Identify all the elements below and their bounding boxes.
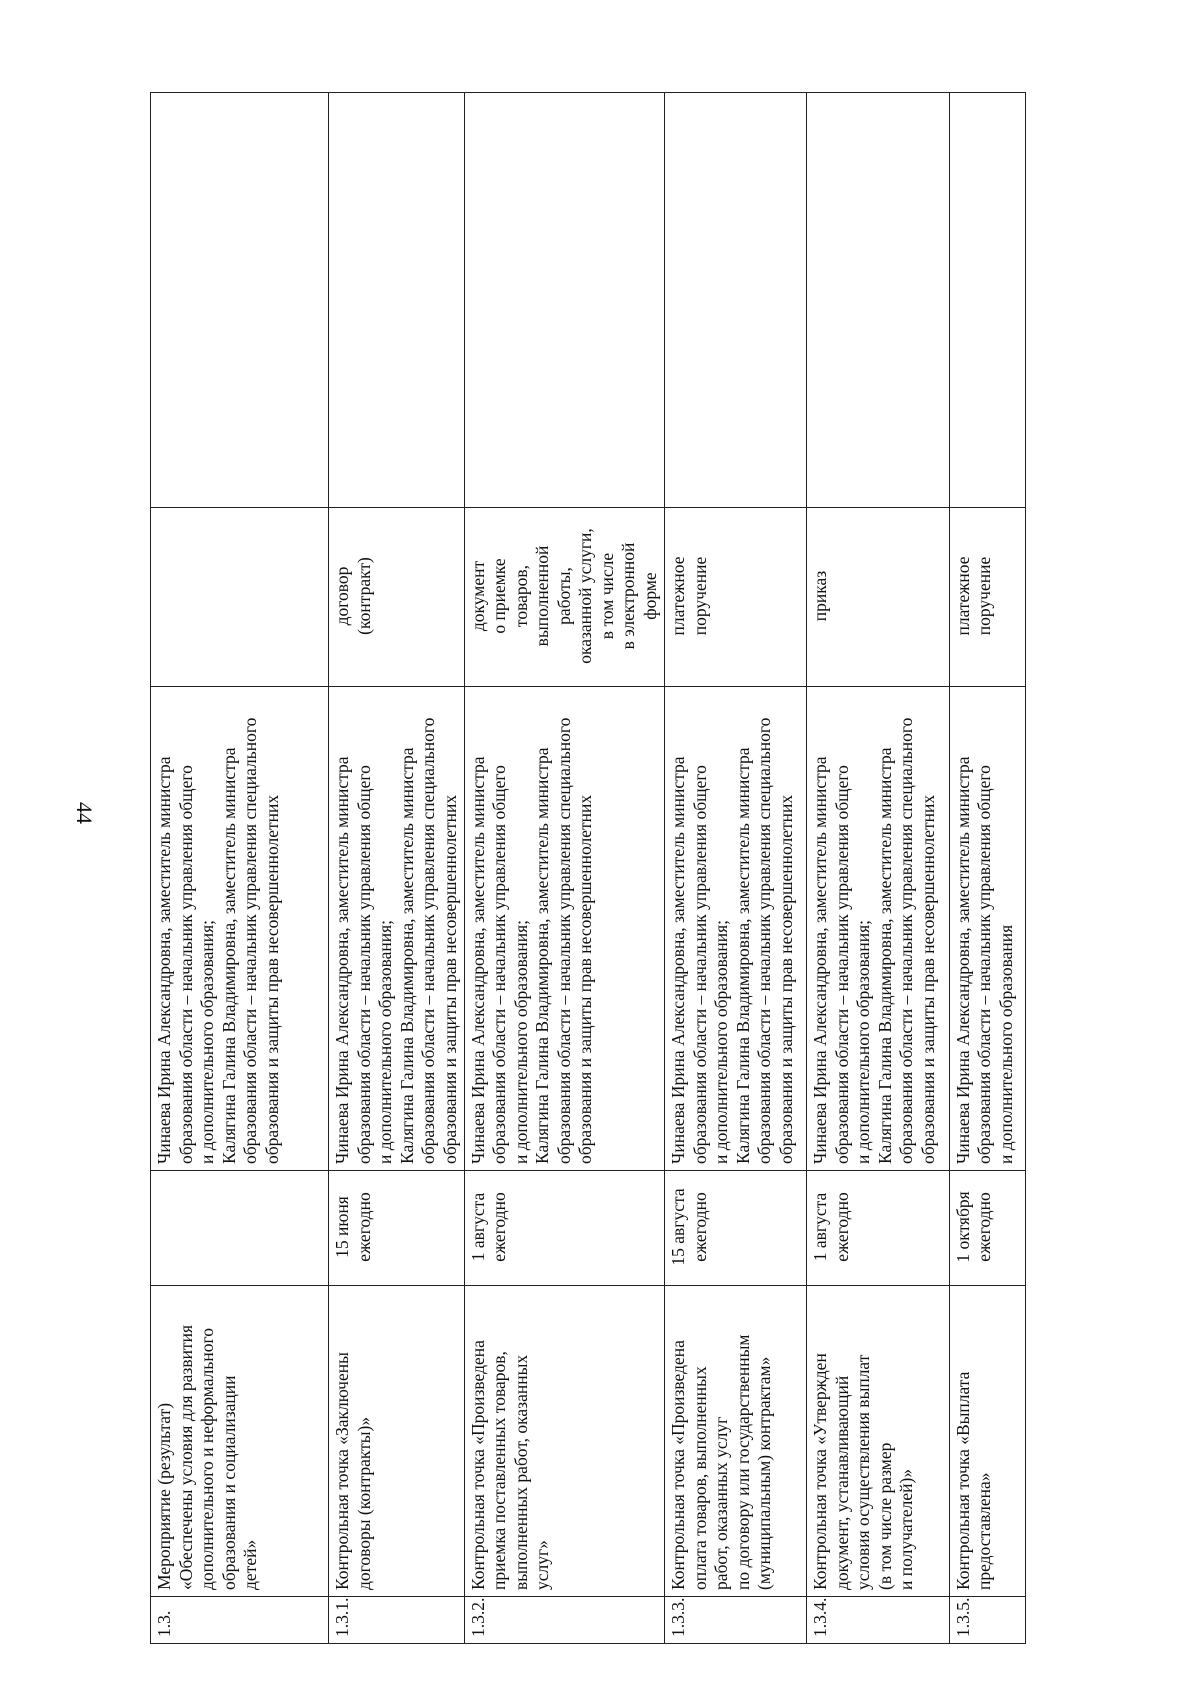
responsible-line: Калягина Галина Владимировна, заместитель министра (874, 747, 895, 1164)
responsible-line: образования и защиты прав несовершеннолетних (439, 794, 460, 1164)
document-line: в электронной (618, 542, 639, 650)
deadline-cell (151, 1171, 329, 1286)
event-name-line: приемка поставленных товаров, (489, 1351, 510, 1590)
event-name-cell (464, 1286, 664, 1597)
table-body (151, 93, 1026, 1644)
empty-cell (665, 93, 807, 508)
event-name-line: образования и социализации (218, 1375, 239, 1590)
document-line: работы, (553, 567, 574, 625)
document-cell (464, 508, 664, 687)
responsible-line: образования и защиты прав несовершеннолетних (261, 794, 282, 1164)
deadline-line: ежегодно (974, 1192, 995, 1262)
document-cell (807, 508, 949, 687)
responsible-line: Чинаева Ирина Александровна, заместитель министра (952, 756, 973, 1164)
event-name-line: детей» (240, 1539, 260, 1590)
event-name-line: Контрольная точка «Произведена (467, 1340, 488, 1590)
responsible-line: Чинаева Ирина Александровна, заместитель министра (154, 756, 174, 1164)
row-number-cell: 1.3.4. (807, 1597, 949, 1644)
document-line: приказ (810, 570, 831, 622)
event-name-line: Мероприятие (результат) (154, 1402, 174, 1590)
row-number-cell: 1.3.1. (329, 1597, 464, 1644)
responsible-cell (949, 687, 1025, 1171)
document-line: поручение (974, 556, 995, 636)
responsible-cell (665, 687, 807, 1171)
responsible-line: образования области – начальник управления специального (418, 717, 439, 1164)
document-cell (949, 508, 1025, 687)
row-number-cell: 1.3.5. (949, 1597, 1025, 1644)
document-line: договор (332, 566, 353, 626)
event-name-line: Контрольная точка «Заключены (332, 1352, 353, 1590)
table-row (807, 93, 949, 1644)
responsible-line: Калягина Галина Владимировна, заместитель министра (732, 747, 753, 1164)
empty-cell (151, 93, 329, 508)
responsible-line: образования области – начальник управления общего (974, 765, 995, 1164)
event-name-line: документ, устанавливающий (831, 1375, 852, 1590)
responsible-line: и дополнительного образования; (711, 919, 732, 1164)
document-line: в том числе (596, 552, 617, 640)
empty-cell (807, 93, 949, 508)
event-name-line: оплата товаров, выполненных (689, 1366, 710, 1590)
event-name-line: Контрольная точка «Утвержден (810, 1353, 831, 1590)
event-name-line: (муниципальным) контрактам» (754, 1356, 775, 1590)
responsible-line: образования и защиты прав несовершеннолетних (775, 794, 796, 1164)
event-name-line: Контрольная точка «Произведена (668, 1340, 689, 1590)
responsible-cell (807, 687, 949, 1171)
event-name-line: выполненных работ, оказанных (510, 1354, 531, 1590)
event-name-line: «Обеспечены условия для развития (175, 1324, 196, 1590)
deadline-cell (464, 1171, 664, 1286)
document-line: форме (639, 572, 660, 620)
responsible-line: Калягина Галина Владимировна, заместитель министра (532, 747, 553, 1164)
deadline-line: ежегодно (689, 1192, 710, 1262)
responsible-line: образования области – начальник управления специального (896, 717, 917, 1164)
deadline-cell (949, 1171, 1025, 1286)
control-points-table (150, 92, 1026, 1644)
responsible-cell (464, 687, 664, 1171)
event-name-line: дополнительного и неформального (197, 1328, 217, 1590)
table-row (949, 93, 1025, 1644)
event-name-cell (665, 1286, 807, 1597)
event-name-line: услуг» (532, 1540, 553, 1590)
responsible-line: Калягина Галина Владимировна, заместитель министра (218, 747, 239, 1164)
document-line: платежное (952, 556, 973, 636)
deadline-line: 1 августа (467, 1192, 488, 1262)
responsible-line: образования и защиты прав несовершеннолетних (575, 794, 596, 1164)
document-line: оказанной услуги, (575, 528, 596, 664)
event-name-cell (151, 1286, 329, 1597)
table-row (151, 93, 329, 1644)
responsible-line: образования области – начальник управления общего (175, 765, 196, 1164)
document-line: платежное (668, 556, 689, 636)
event-name-line: и получателей)» (896, 1468, 917, 1590)
document-line: документ (467, 560, 488, 632)
responsible-line: и дополнительного образования; (510, 919, 531, 1164)
deadline-cell (665, 1171, 807, 1286)
responsible-cell (329, 687, 464, 1171)
document-line: выполненной (532, 545, 553, 647)
deadline-line: ежегодно (489, 1192, 510, 1262)
responsible-cell (151, 687, 329, 1171)
responsible-line: образования области – начальник управления специального (754, 717, 775, 1164)
responsible-line: образования области – начальник управления общего (489, 765, 510, 1164)
deadline-cell (807, 1171, 949, 1286)
rotated-table-wrapper (150, 92, 1026, 1644)
deadline-cell (329, 1171, 464, 1286)
empty-cell (329, 93, 464, 508)
responsible-line: и дополнительного образования; (197, 919, 217, 1164)
event-name-cell (807, 1286, 949, 1597)
responsible-line: и дополнительного образования; (853, 919, 874, 1164)
row-number-cell: 1.3. (151, 1597, 329, 1644)
event-name-line: условия осуществления выплат (853, 1354, 874, 1590)
event-name-line: работ, оказанных услуг (711, 1416, 732, 1590)
responsible-line: образования области – начальник управления специального (240, 717, 260, 1164)
document-line: (контракт) (353, 557, 374, 635)
deadline-line: ежегодно (831, 1192, 852, 1262)
document-line: товаров, (510, 564, 531, 628)
responsible-line: образования области – начальник управления общего (689, 765, 710, 1164)
event-name-cell (329, 1286, 464, 1597)
document-line: поручение (689, 556, 710, 636)
event-name-line: договоры (контракты)» (353, 1416, 374, 1590)
responsible-line: образования области – начальник управления специального (553, 717, 574, 1164)
table-row (665, 93, 807, 1644)
document-cell (151, 508, 329, 687)
event-name-cell (949, 1286, 1025, 1597)
deadline-line: 15 августа (668, 1188, 689, 1266)
responsible-line: Калягина Галина Владимировна, заместитель министра (396, 747, 417, 1164)
responsible-line: Чинаева Ирина Александровна, заместитель министра (810, 756, 831, 1164)
event-name-line: (в том числе размер (874, 1442, 895, 1590)
empty-cell (949, 93, 1025, 508)
event-name-line: по договору или государственным (732, 1334, 753, 1590)
deadline-line: 1 августа (810, 1192, 831, 1262)
deadline-line: 1 октября (952, 1191, 973, 1263)
document-cell (665, 508, 807, 687)
responsible-line: Чинаева Ирина Александровна, заместитель министра (668, 756, 689, 1164)
empty-cell (464, 93, 664, 508)
page-number: 44 (72, 802, 97, 824)
table-row (329, 93, 464, 1644)
document-line: о приемке (489, 558, 510, 634)
row-number-cell: 1.3.3. (665, 1597, 807, 1644)
table-row (464, 93, 664, 1644)
document-cell (329, 508, 464, 687)
responsible-line: Чинаева Ирина Александровна, заместитель министра (332, 756, 353, 1164)
row-number-cell: 1.3.2. (464, 1597, 664, 1644)
responsible-line: образования и защиты прав несовершеннолетних (917, 794, 938, 1164)
responsible-line: Чинаева Ирина Александровна, заместитель министра (467, 756, 488, 1164)
responsible-line: и дополнительного образования; (375, 919, 396, 1164)
responsible-line: и дополнительного образования (995, 924, 1016, 1164)
deadline-line: ежегодно (353, 1192, 374, 1262)
event-name-line: предоставлена» (974, 1472, 995, 1590)
event-name-line: Контрольная точка «Выплата (952, 1371, 973, 1590)
responsible-line: образования области – начальник управления общего (353, 765, 374, 1164)
responsible-line: образования области – начальник управления общего (831, 765, 852, 1164)
deadline-line: 15 июня (332, 1196, 353, 1258)
